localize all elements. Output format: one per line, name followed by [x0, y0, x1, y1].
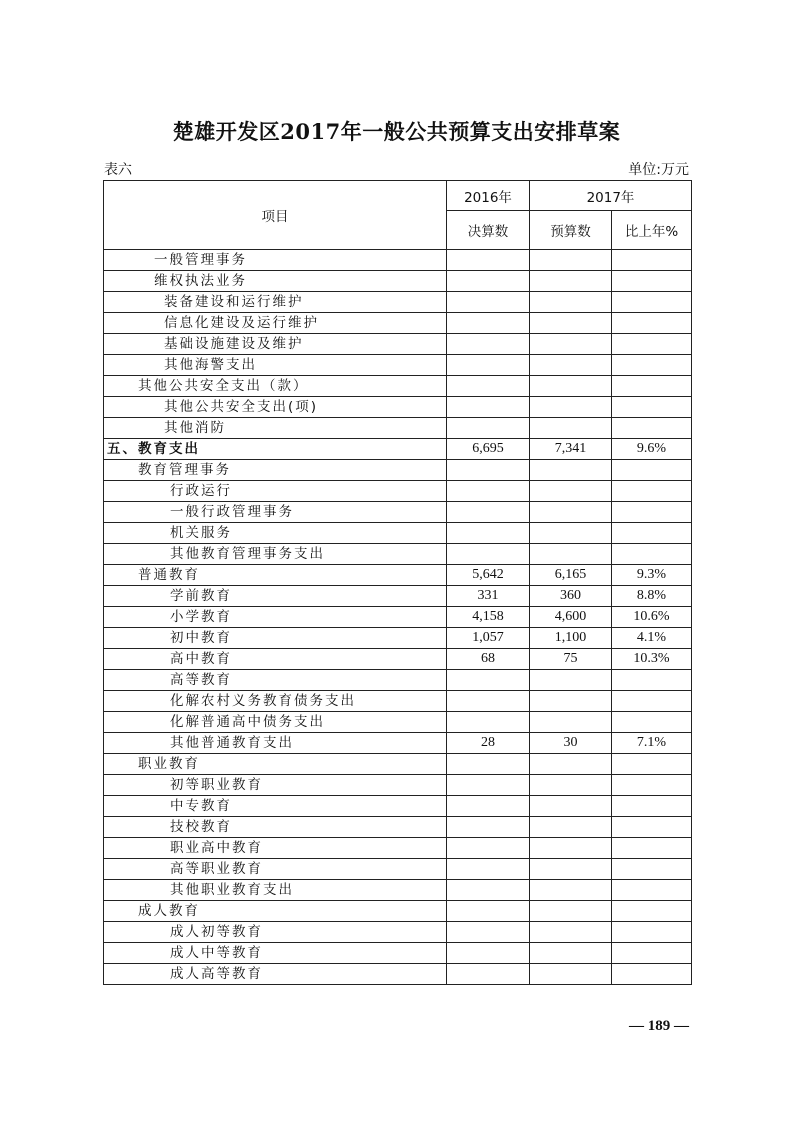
- row-item-name: 其他教育管理事务支出: [104, 544, 447, 565]
- row-change-pct: [612, 523, 692, 544]
- row-budget-2017: [530, 502, 612, 523]
- table-row: [104, 523, 692, 544]
- row-change-pct: [612, 838, 692, 859]
- row-change-pct: [612, 397, 692, 418]
- row-budget-2017: 30: [530, 733, 612, 754]
- table-row: [104, 901, 692, 922]
- row-budget-2017: [530, 859, 612, 880]
- row-budget-2017: [530, 922, 612, 943]
- row-change-pct: [612, 355, 692, 376]
- table-row: [104, 733, 692, 754]
- row-item-name: 高等教育: [104, 670, 447, 691]
- row-budget-2017: 6,165: [530, 565, 612, 586]
- row-final-2016: [447, 334, 530, 355]
- row-budget-2017: [530, 376, 612, 397]
- document-title: 楚雄开发区2017年一般公共预算支出安排草案: [172, 119, 621, 144]
- table-row: [104, 355, 692, 376]
- row-change-pct: [612, 292, 692, 313]
- header-year-2016: 2016年: [447, 181, 530, 211]
- row-budget-2017: 4,600: [530, 607, 612, 628]
- row-item-name: 维权执法业务: [104, 271, 447, 292]
- header-vs-last-year: 比上年%: [612, 211, 692, 250]
- row-budget-2017: [530, 313, 612, 334]
- row-item-name: 五、教育支出: [104, 439, 447, 460]
- row-budget-2017: [530, 775, 612, 796]
- row-item-name: 基础设施建设及维护: [104, 334, 447, 355]
- row-change-pct: [612, 313, 692, 334]
- row-budget-2017: [530, 292, 612, 313]
- row-item-name: 成人初等教育: [104, 922, 447, 943]
- row-final-2016: 331: [447, 586, 530, 607]
- row-change-pct: [612, 943, 692, 964]
- row-final-2016: [447, 292, 530, 313]
- row-item-name: 技校教育: [104, 817, 447, 838]
- row-item-name: 化解农村义务教育债务支出: [104, 691, 447, 712]
- row-final-2016: 4,158: [447, 607, 530, 628]
- table-row: [104, 418, 692, 439]
- row-change-pct: [612, 376, 692, 397]
- row-budget-2017: 1,100: [530, 628, 612, 649]
- row-change-pct: [612, 418, 692, 439]
- row-final-2016: 1,057: [447, 628, 530, 649]
- row-final-2016: [447, 712, 530, 733]
- row-item-name: 高中教育: [104, 649, 447, 670]
- row-final-2016: [447, 418, 530, 439]
- row-item-name: 其他消防: [104, 418, 447, 439]
- row-item-name: 装备建设和运行维护: [104, 292, 447, 313]
- row-final-2016: [447, 313, 530, 334]
- row-final-2016: [447, 502, 530, 523]
- row-final-2016: [447, 775, 530, 796]
- row-final-2016: [447, 964, 530, 985]
- table-row: [104, 922, 692, 943]
- row-final-2016: 28: [447, 733, 530, 754]
- row-item-name: 职业高中教育: [104, 838, 447, 859]
- table-row: [104, 838, 692, 859]
- row-budget-2017: [530, 712, 612, 733]
- row-change-pct: 7.1%: [612, 733, 692, 754]
- table-row: [104, 691, 692, 712]
- row-budget-2017: 360: [530, 586, 612, 607]
- unit-label: 单位:万元: [628, 162, 689, 178]
- row-final-2016: [447, 376, 530, 397]
- row-change-pct: [612, 250, 692, 271]
- row-item-name: 一般行政管理事务: [104, 502, 447, 523]
- table-row: [104, 439, 692, 460]
- row-change-pct: [612, 502, 692, 523]
- table-row: [104, 502, 692, 523]
- row-change-pct: 8.8%: [612, 586, 692, 607]
- table-row: [104, 943, 692, 964]
- row-final-2016: [447, 922, 530, 943]
- row-change-pct: 10.3%: [612, 649, 692, 670]
- row-final-2016: [447, 544, 530, 565]
- row-change-pct: [612, 796, 692, 817]
- row-item-name: 小学教育: [104, 607, 447, 628]
- row-item-name: 机关服务: [104, 523, 447, 544]
- row-budget-2017: [530, 250, 612, 271]
- row-budget-2017: [530, 754, 612, 775]
- row-budget-2017: [530, 670, 612, 691]
- row-item-name: 其他海警支出: [104, 355, 447, 376]
- table-row: [104, 796, 692, 817]
- row-budget-2017: [530, 796, 612, 817]
- row-change-pct: 9.3%: [612, 565, 692, 586]
- row-budget-2017: [530, 817, 612, 838]
- row-change-pct: [612, 481, 692, 502]
- row-item-name: 成人中等教育: [104, 943, 447, 964]
- row-budget-2017: [530, 460, 612, 481]
- row-item-name: 中专教育: [104, 796, 447, 817]
- row-change-pct: [612, 334, 692, 355]
- row-change-pct: [612, 859, 692, 880]
- table-row: [104, 544, 692, 565]
- row-change-pct: [612, 754, 692, 775]
- table-row: [104, 628, 692, 649]
- row-budget-2017: [530, 334, 612, 355]
- row-budget-2017: [530, 691, 612, 712]
- row-final-2016: 5,642: [447, 565, 530, 586]
- row-final-2016: [447, 670, 530, 691]
- row-item-name: 高等职业教育: [104, 859, 447, 880]
- row-final-2016: [447, 481, 530, 502]
- row-item-name: 初等职业教育: [104, 775, 447, 796]
- table-label: 表六: [104, 162, 132, 178]
- table-body: [104, 250, 692, 985]
- row-final-2016: 68: [447, 649, 530, 670]
- row-budget-2017: [530, 943, 612, 964]
- row-final-2016: [447, 460, 530, 481]
- table-row: [104, 880, 692, 901]
- row-change-pct: [612, 901, 692, 922]
- row-item-name: 初中教育: [104, 628, 447, 649]
- table-row: [104, 376, 692, 397]
- table-row: [104, 565, 692, 586]
- row-final-2016: [447, 943, 530, 964]
- row-item-name: 成人教育: [104, 901, 447, 922]
- row-final-2016: [447, 859, 530, 880]
- row-final-2016: [447, 523, 530, 544]
- row-item-name: 信息化建设及运行维护: [104, 313, 447, 334]
- table-row: [104, 649, 692, 670]
- header-budget: 预算数: [530, 211, 612, 250]
- row-change-pct: [612, 271, 692, 292]
- row-item-name: 普通教育: [104, 565, 447, 586]
- row-item-name: 一般管理事务: [104, 250, 447, 271]
- row-final-2016: [447, 838, 530, 859]
- row-item-name: 职业教育: [104, 754, 447, 775]
- row-change-pct: [612, 964, 692, 985]
- row-final-2016: [447, 880, 530, 901]
- header-item: 项目: [104, 181, 447, 250]
- table-row: [104, 334, 692, 355]
- row-final-2016: [447, 754, 530, 775]
- row-final-2016: [447, 397, 530, 418]
- row-change-pct: [612, 817, 692, 838]
- table-row: [104, 460, 692, 481]
- row-final-2016: 6,695: [447, 439, 530, 460]
- row-final-2016: [447, 691, 530, 712]
- table-row: [104, 250, 692, 271]
- table-row: [104, 292, 692, 313]
- row-budget-2017: [530, 523, 612, 544]
- row-item-name: 其他公共安全支出(项): [104, 397, 447, 418]
- row-budget-2017: [530, 544, 612, 565]
- row-change-pct: [612, 880, 692, 901]
- row-change-pct: 10.6%: [612, 607, 692, 628]
- row-item-name: 其他公共安全支出（款）: [104, 376, 447, 397]
- row-item-name: 其他职业教育支出: [104, 880, 447, 901]
- table-row: [104, 586, 692, 607]
- table-row: [104, 817, 692, 838]
- page-number: — 189 —: [629, 1018, 689, 1034]
- table-row: [104, 481, 692, 502]
- table-row: [104, 964, 692, 985]
- row-change-pct: 9.6%: [612, 439, 692, 460]
- row-item-name: 教育管理事务: [104, 460, 447, 481]
- row-budget-2017: 75: [530, 649, 612, 670]
- row-budget-2017: 7,341: [530, 439, 612, 460]
- table-row: [104, 607, 692, 628]
- table-row: [104, 859, 692, 880]
- row-budget-2017: [530, 481, 612, 502]
- header-final-accounts: 决算数: [447, 211, 530, 250]
- row-budget-2017: [530, 838, 612, 859]
- row-budget-2017: [530, 271, 612, 292]
- row-change-pct: [612, 691, 692, 712]
- row-budget-2017: [530, 964, 612, 985]
- row-budget-2017: [530, 901, 612, 922]
- row-budget-2017: [530, 880, 612, 901]
- row-change-pct: [612, 775, 692, 796]
- row-item-name: 化解普通高中债务支出: [104, 712, 447, 733]
- row-item-name: 学前教育: [104, 586, 447, 607]
- row-final-2016: [447, 901, 530, 922]
- table-row: [104, 670, 692, 691]
- row-change-pct: [612, 712, 692, 733]
- row-final-2016: [447, 355, 530, 376]
- row-final-2016: [447, 817, 530, 838]
- table-row: [104, 754, 692, 775]
- row-change-pct: [612, 460, 692, 481]
- row-change-pct: [612, 922, 692, 943]
- header-year-2017: 2017年: [530, 181, 692, 211]
- row-final-2016: [447, 796, 530, 817]
- row-final-2016: [447, 271, 530, 292]
- row-item-name: 成人高等教育: [104, 964, 447, 985]
- row-budget-2017: [530, 355, 612, 376]
- row-change-pct: [612, 544, 692, 565]
- row-item-name: 行政运行: [104, 481, 447, 502]
- row-change-pct: [612, 670, 692, 691]
- table-row: [104, 397, 692, 418]
- table-row: [104, 271, 692, 292]
- table-row: [104, 712, 692, 733]
- row-budget-2017: [530, 397, 612, 418]
- row-change-pct: 4.1%: [612, 628, 692, 649]
- row-budget-2017: [530, 418, 612, 439]
- table-row: [104, 775, 692, 796]
- row-final-2016: [447, 250, 530, 271]
- row-item-name: 其他普通教育支出: [104, 733, 447, 754]
- budget-table: [103, 180, 692, 985]
- table-row: [104, 313, 692, 334]
